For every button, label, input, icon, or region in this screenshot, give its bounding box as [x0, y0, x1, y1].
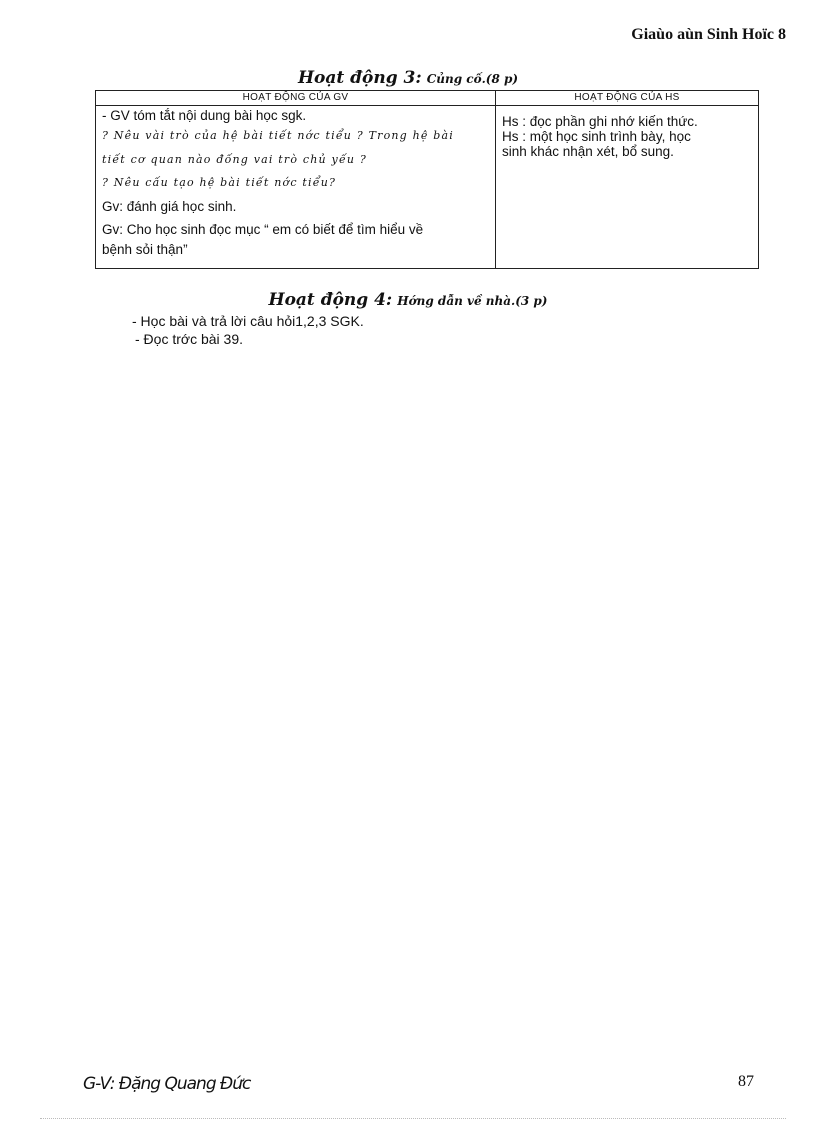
activity-4-title: [0, 290, 816, 310]
document-header: Giaùo aùn Sinh Hoïc 8: [631, 26, 786, 43]
homework-item: - Học bài và trả lời câu hỏi1,2,3 SGK.: [132, 313, 364, 329]
teacher-line: Gv: đánh giá học sinh.: [102, 198, 237, 214]
teacher-line: bệnh sỏi thận”: [102, 241, 188, 257]
homework-item: - Đọc trớc bài 39.: [135, 331, 243, 347]
activity-4-heading: Hoạt động 4:: [268, 290, 393, 310]
page-number: 87: [738, 1073, 754, 1090]
teacher-line: ? Nêu vài trò của hệ bài tiết nớc tiểu ? Trong hệ bài: [102, 129, 455, 142]
teacher-activity-cell: [96, 106, 496, 269]
student-line: Hs : một học sinh trình bày, học: [502, 129, 691, 144]
student-column-header: HOẠT ĐỘNG CỦA HS: [496, 91, 759, 106]
student-activity-cell: [496, 106, 759, 269]
teacher-line: tiết cơ quan nào đống vai trò chủ yếu ?: [102, 152, 367, 166]
student-line: Hs : đọc phần ghi nhớ kiến thức.: [502, 114, 698, 129]
teacher-line: Gv: Cho học sinh đọc mục “ em có biết để tìm hiểu về: [102, 222, 424, 237]
activity-4-subtitle: Hớng dẫn về nhà.(3 p): [397, 294, 548, 308]
teacher-line: - GV tóm tắt nội dung bài học sgk.: [102, 108, 307, 123]
activity-3-table: [95, 90, 759, 269]
activity-3-subtitle: Củng cố.(8 p): [426, 72, 519, 86]
homework-list: [132, 312, 364, 348]
activity-3-title: [0, 68, 816, 88]
footer-divider: [40, 1118, 786, 1119]
author-signature: G-V: Đặng Quang Đức: [83, 1074, 251, 1094]
teacher-line: ? Nêu cấu tạo hệ bài tiết nớc tiểu?: [102, 176, 337, 189]
activity-3-heading: Hoạt động 3:: [297, 68, 422, 88]
teacher-column-header: HOẠT ĐỘNG CỦA GV: [96, 91, 496, 106]
student-line: sinh khác nhận xét, bổ sung.: [502, 144, 674, 159]
